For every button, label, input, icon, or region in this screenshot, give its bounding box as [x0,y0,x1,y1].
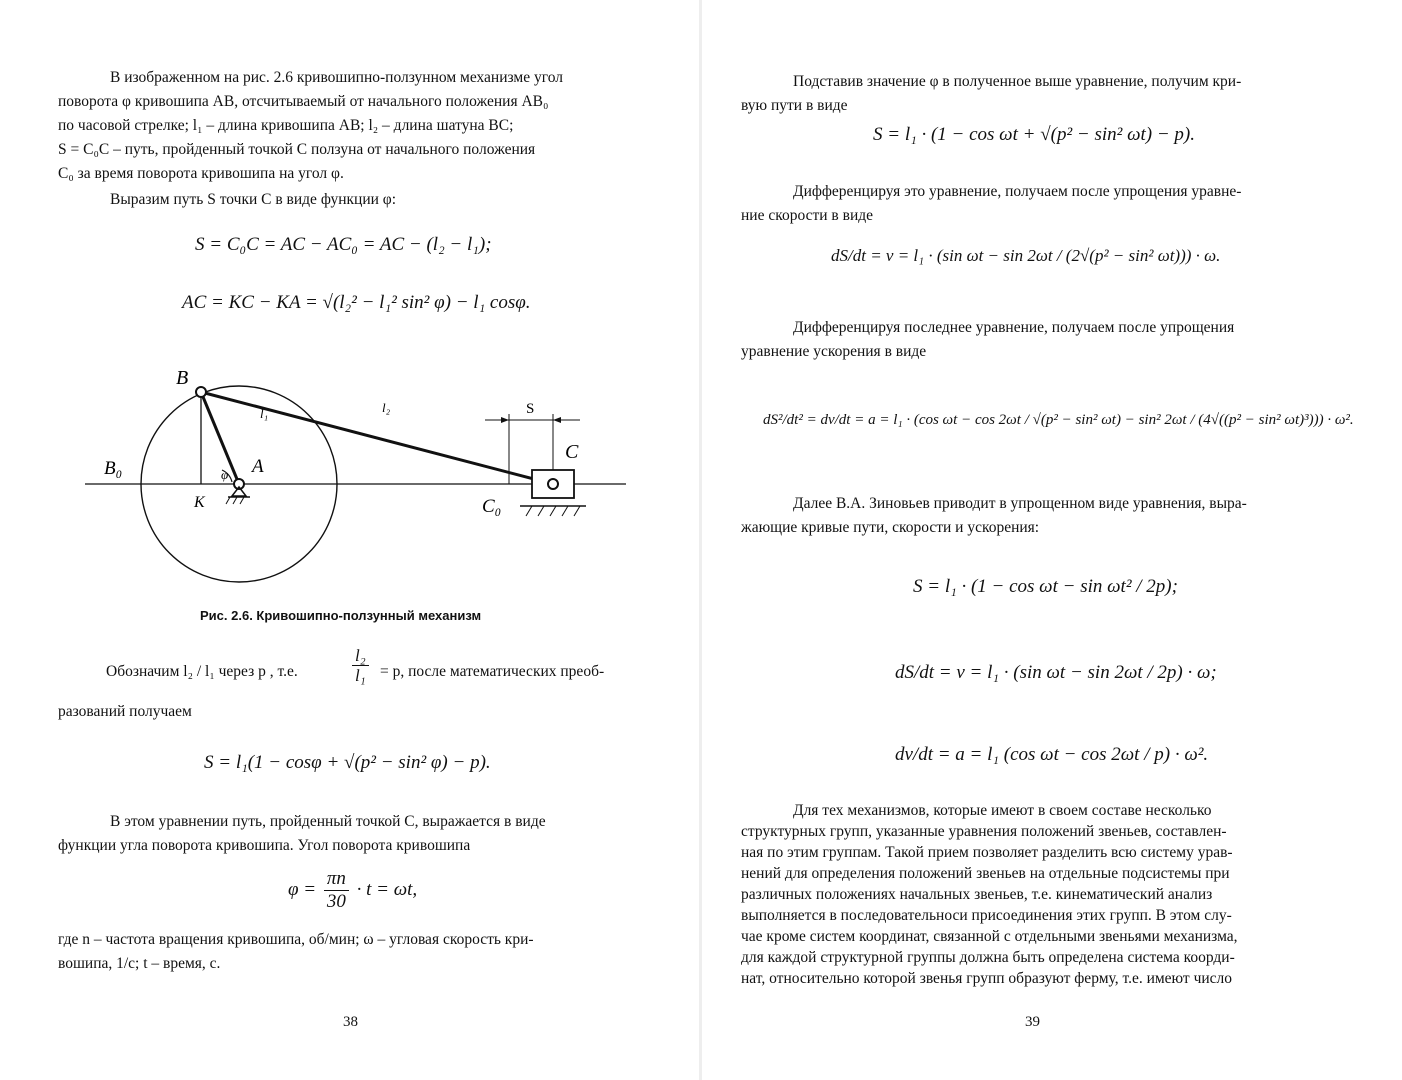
label-k: K [194,494,205,511]
right-equation-6: dv/dt = a = l₁ (cos ωt − cos 2ωt / p) · ω². [895,744,1209,765]
text-line: C₀ за время поворота кривошипа на угол φ. [58,165,344,182]
text-line: вую пути в виде [741,97,848,114]
mechanism-figure [80,360,640,590]
text-line: нат, относительно которой звенья групп образуют ферму, т.е. имеют число [741,970,1233,987]
left-equation-2: AC = KC − KA = √(l₂² − l₁² sin² φ) − l₁ cosφ. [182,292,531,313]
right-page [701,0,1402,1080]
left-equation-4 [288,868,417,913]
text-line: В этом уравнении путь, пройденный точкой C, выражается в виде [110,813,546,830]
text-line: Для тех механизмов, которые имеют в своем составе несколько [793,802,1212,819]
right-paragraph-2 [741,180,1326,228]
text-line: Подставив значение φ в полученное выше уравнение, получим кри- [793,73,1242,90]
right-paragraph-3 [741,316,1326,364]
text-line: вошипа, 1/с; t – время, с. [58,955,221,972]
text-line: разований получаем [58,703,192,720]
page-number-right: 39 [1025,1014,1040,1030]
eq4-den: 30 [326,891,346,912]
right-paragraph-1 [741,70,1326,118]
text-line: Дифференцируя последнее уравнение, получаем после упрощения [793,319,1235,336]
text-line: где n – частота вращения кривошипа, об/мин; ω – угловая скорость кри- [58,931,534,948]
figure-caption: Рис. 2.6. Кривошипно-ползунный механизм [200,608,482,623]
text-line: нений для определения положений звеньев на отдельные подсистемы при [741,865,1230,882]
left-equation-3: S = l₁(1 − cosφ + √(p² − sin² φ) − p). [204,752,491,773]
text-line: поворота φ кривошипа AB, отсчитываемый от начального положения AB₀ [58,93,549,110]
para3-end: = p, после математических преоб- [380,663,605,680]
label-c0: C₀ [482,496,502,517]
left-paragraph-4 [58,810,643,858]
text-line: жающие кривые пути, скорости и ускорения: [741,519,1040,536]
text-line: для каждой структурной группы должна быть определена система коорди- [741,949,1235,966]
label-b: B [176,367,189,389]
text-line: уравнение ускорения в виде [741,343,927,360]
label-l2: l₂ [382,400,391,415]
right-paragraph-4 [741,492,1326,540]
text-line: различных положениях начальных звеньев, т.е. кинематический анализ [741,886,1213,903]
text-line: В изображенном на рис. 2.6 кривошипно-ползунном механизме угол [110,69,563,86]
text-line: функции угла поворота кривошипа. Угол поворота кривошипа [58,837,471,854]
right-equation-1: S = l₁ · (1 − cos ωt + √(p² − sin² ωt) − p). [873,124,1196,145]
label-l1: l₁ [260,406,269,421]
para3-fraction [352,646,369,685]
left-paragraph-3b [58,700,643,724]
page-number-left: 38 [343,1014,358,1030]
label-phi: φ [221,467,229,482]
joint-c [548,479,558,489]
left-equation-1: S = C₀C = AC − AC₀ = AC − (l₂ − l₁); [195,234,492,255]
para3-frac-num: l₂ [352,646,369,666]
left-paragraph-5 [58,928,643,976]
joint-b [196,387,206,397]
para3-frac-den: l₁ [355,666,366,685]
text-line: Дифференцируя это уравнение, получаем после упрощения уравне- [793,183,1242,200]
eq4-fraction [324,868,349,913]
label-c: C [565,441,579,463]
right-equation-4: S = l₁ · (1 − cos ωt − sin ωt² / 2p); [913,576,1178,597]
left-paragraph-3 [58,646,643,698]
eq4-lhs: φ = [288,878,317,900]
left-paragraph-2 [58,188,643,212]
text-line: Выразим путь S точки С в виде функции φ: [110,191,397,208]
right-paragraph-5 [741,800,1327,989]
right-equation-5: dS/dt = v = l₁ · (sin ωt − sin 2ωt / 2p) · ω; [895,662,1217,683]
text-line: структурных групп, указанные уравнения положений звеньев, составлен- [741,823,1227,840]
text-line: Далее В.А. Зиновьев приводит в упрощенном виде уравнения, выра- [793,495,1247,512]
text-line: чае кроме систем координат, связанной с отдельными звеньями механизма, [741,928,1238,945]
label-s: S [526,401,535,417]
label-b0: B₀ [104,458,123,479]
text-line: S = C₀C – путь, пройденный точкой C ползуна от начального положения [58,141,536,158]
para3-start: Обозначим l₂ / l₁ через p , т.е. [106,663,298,680]
label-a: A [252,456,264,477]
crank-ab [201,392,239,484]
eq4-rhs: · t = ωt, [356,878,418,900]
text-line: выполняется в последовательноси присоединения этих групп. В этом слу- [741,907,1232,924]
right-equation-3: dS²/dt² = dv/dt = a = l₁ · (cos ωt − cos 2ωt / √(p² − sin² ωt) − sin² 2ωt / (4√((p² − sin² ωt)³))) · ω². [763,412,1354,428]
text-line: по часовой стрелке; l₁ – длина кривошипа AB; l₂ – длина шатуна BC; [58,117,514,134]
left-paragraph-1 [58,66,643,186]
eq4-num: πn [324,868,349,891]
right-equation-2: dS/dt = v = l₁ · (sin ωt − sin 2ωt / (2√(p² − sin² ωt))) · ω. [831,246,1221,265]
text-line: ние скорости в виде [741,207,873,224]
text-line: ная по этим группам. Такой прием позволяет разделить всю систему урав- [741,844,1233,861]
